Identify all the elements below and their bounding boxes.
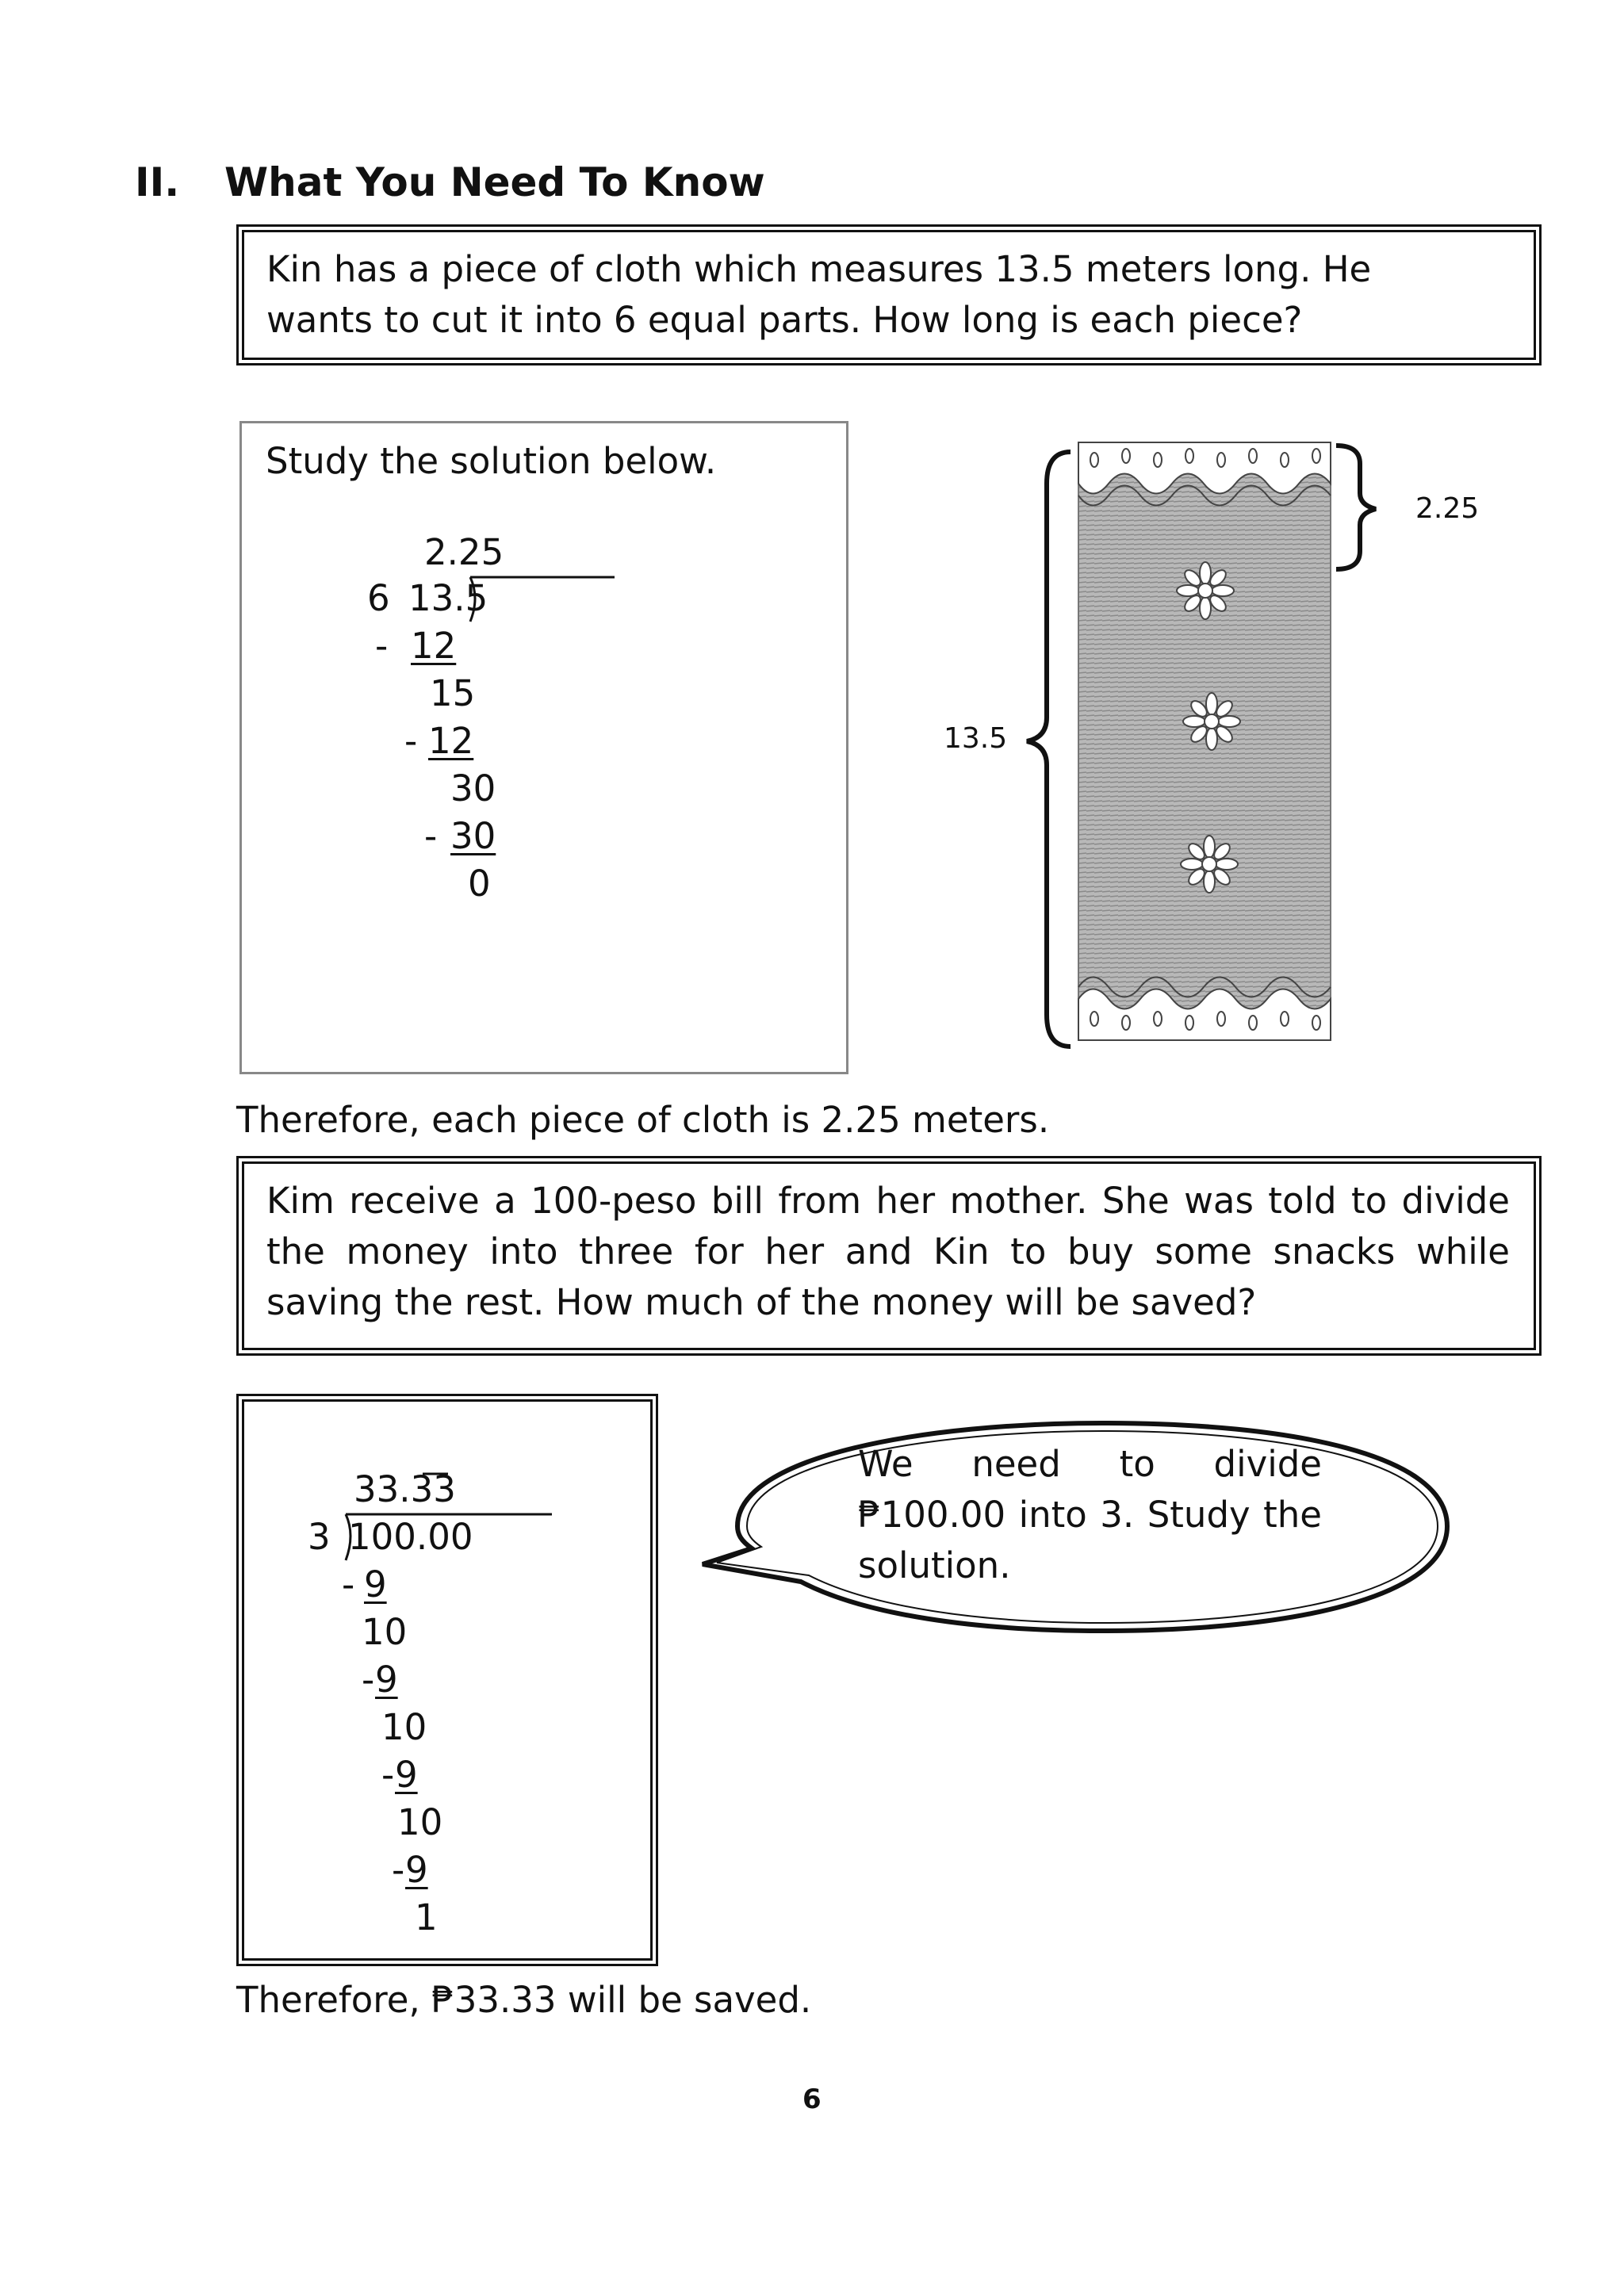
step-subtrahend: 9 bbox=[364, 1563, 387, 1605]
step-subtrahend: 9 bbox=[395, 1754, 418, 1796]
solution-2-dividend: 100.00 bbox=[348, 1516, 473, 1558]
step-subtrahend: 12 bbox=[428, 720, 474, 762]
step-remainder: 15 bbox=[430, 672, 476, 714]
speech-bubble-line: We need to divide bbox=[858, 1443, 1322, 1485]
step-minus: - bbox=[404, 720, 418, 762]
conclusion-2: Therefore, ₱33.33 will be saved. bbox=[236, 1979, 812, 2021]
problem-1-box bbox=[236, 224, 1542, 365]
speech-bubble-text bbox=[858, 1439, 1322, 1591]
step-remainder: 10 bbox=[397, 1801, 443, 1843]
problem-2-line: Kim receive a 100-peso bill from her mother. She was told to divide bbox=[266, 1180, 1510, 1222]
cloth-piece-length-label: 2.25 bbox=[1415, 492, 1480, 525]
cloth-total-length-label: 13.5 bbox=[944, 722, 1008, 755]
solution-1-dividend: 13.5 bbox=[408, 577, 488, 619]
step-minus: - bbox=[424, 815, 438, 857]
problem-2-line: the money into three for her and Kin to buy some snacks while bbox=[266, 1230, 1510, 1272]
step-minus: - bbox=[392, 1849, 405, 1891]
section-title: What You Need To Know bbox=[224, 159, 765, 205]
solution-1-divisor: 6 bbox=[367, 577, 390, 619]
step-subtrahend: 30 bbox=[450, 815, 496, 857]
step-minus: - bbox=[342, 1563, 355, 1605]
solution-1-quotient: 2.25 bbox=[424, 531, 504, 573]
problem-2-box bbox=[236, 1156, 1542, 1356]
solution-2-divisor: 3 bbox=[308, 1516, 331, 1558]
problem-2-text bbox=[266, 1176, 1510, 1328]
solution-2-quotient: 33.33 bbox=[354, 1468, 456, 1510]
step-subtrahend: 9 bbox=[405, 1849, 428, 1891]
cloth-figure bbox=[912, 428, 1530, 1062]
step-minus: - bbox=[381, 1754, 395, 1796]
speech-bubble-line: solution. bbox=[858, 1544, 1011, 1586]
problem-1-line: Kin has a piece of cloth which measures 13.5 meters long. He bbox=[266, 248, 1372, 290]
step-minus: - bbox=[362, 1659, 375, 1701]
problem-1-line: wants to cut it into 6 equal parts. How long is each piece? bbox=[266, 299, 1303, 341]
solution-1-intro: Study the solution below. bbox=[266, 440, 717, 482]
step-remainder: 30 bbox=[450, 767, 496, 809]
step-subtrahend: 9 bbox=[375, 1659, 398, 1701]
step-subtrahend: 12 bbox=[411, 625, 457, 667]
step-minus: - bbox=[375, 625, 389, 667]
repeating-decimal-bar bbox=[421, 1471, 453, 1477]
problem-2-line: saving the rest. How much of the money will be saved? bbox=[266, 1281, 1257, 1323]
step-final-remainder: 0 bbox=[468, 863, 491, 905]
step-final-remainder: 1 bbox=[415, 1896, 438, 1938]
problem-1-text bbox=[266, 244, 1503, 346]
step-remainder: 10 bbox=[381, 1706, 427, 1748]
step-remainder: 10 bbox=[362, 1611, 408, 1653]
speech-bubble-line: ₱100.00 into 3. Study the bbox=[858, 1494, 1322, 1536]
page-number: 6 bbox=[802, 2084, 822, 2115]
section-number: II. bbox=[135, 159, 180, 205]
conclusion-1: Therefore, each piece of cloth is 2.25 meters. bbox=[236, 1099, 1050, 1141]
solution-2-box bbox=[236, 1394, 658, 1966]
speech-bubble bbox=[690, 1407, 1459, 1645]
solution-1-box bbox=[239, 421, 848, 1074]
